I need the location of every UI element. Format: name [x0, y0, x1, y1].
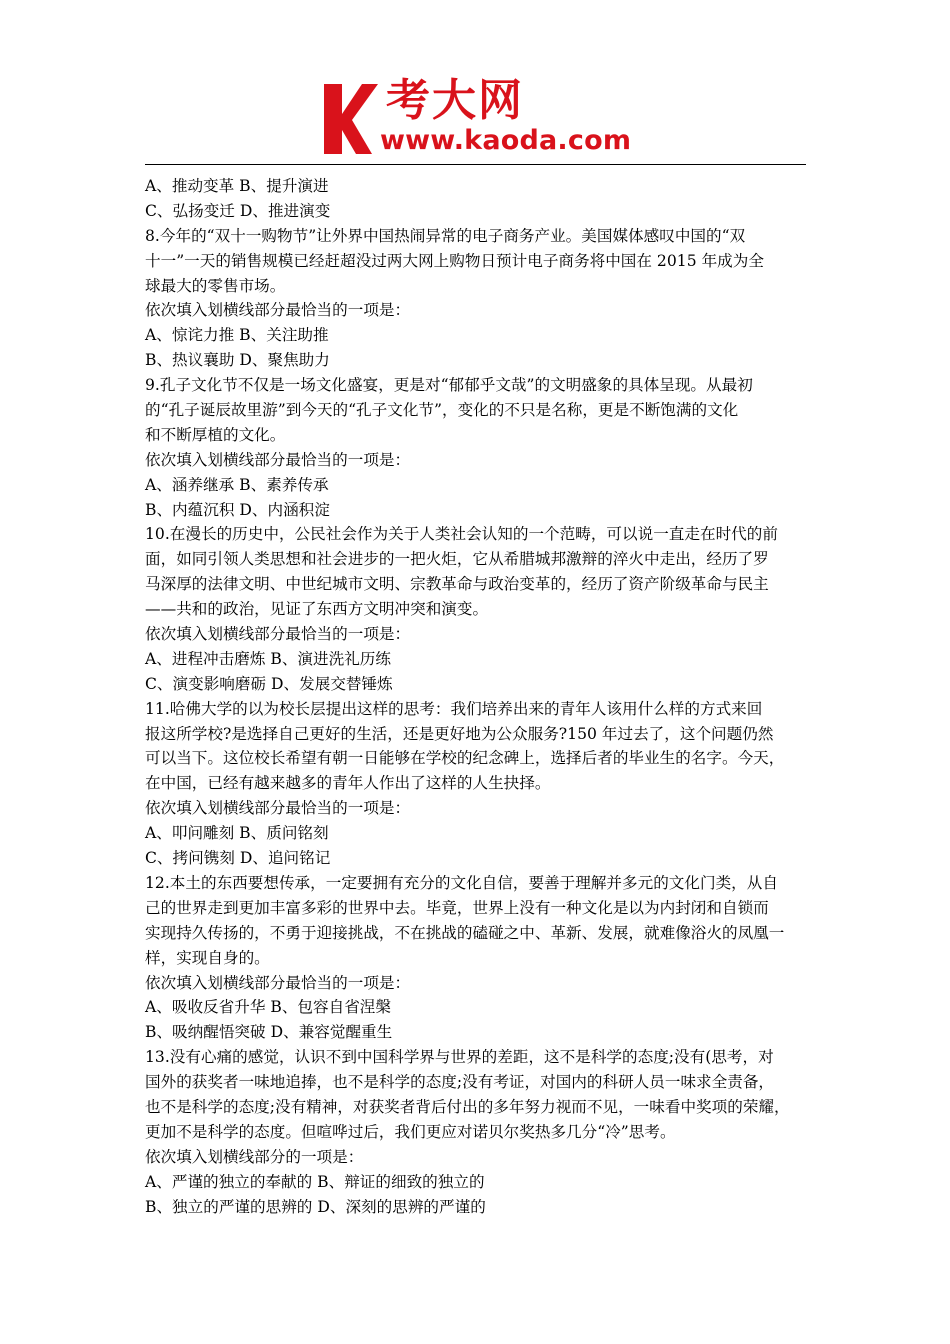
question-prompt: 依次填入划横线部分最恰当的一项是：	[145, 799, 411, 818]
question-8-text: 8.今年的“双十一购物节”让外界中国热闹异常的电子商务产业。美国媒体感叹中国的“双	[145, 226, 746, 245]
question-12-text: 样，实现自身的。	[145, 948, 270, 967]
question-11-text: 可以当下。这位校长希望有朝一日能够在学校的纪念碑上，选择后者的毕业生的名字。今天，	[145, 749, 785, 768]
question-13-text: 国外的获奖者一味地追捧，也不是科学的态度;没有考证，对国内的科研人员一味求全责备，	[145, 1073, 775, 1092]
question-10-text: 马深厚的法律文明、中世纪城市文明、宗教革命与政治变革的，经历了资产阶级革命与民主	[145, 575, 769, 594]
kaoda-logo[interactable]	[318, 75, 648, 160]
question-10-text: 10.在漫长的历史中，公民社会作为关于人类社会认知的一个范畴，可以说一直走在时代的前	[145, 525, 778, 544]
question-11-text: 11.哈佛大学的以为校长层提出这样的思考：我们培养出来的青年人该用什么样的方式来回	[145, 699, 763, 718]
question-10-text: ——共和的政治，见证了东西方文明冲突和演变。	[145, 600, 489, 619]
option-line: B、独立的严谨的思辨的 D、深刻的思辨的严谨的	[145, 1197, 486, 1216]
document-body	[145, 174, 810, 1219]
question-13-text: 13.没有心痛的感觉，认识不到中国科学界与世界的差距，这不是科学的态度;没有(思考，对	[145, 1048, 774, 1067]
question-8-text: 球最大的零售市场。	[145, 276, 286, 295]
question-9-text: 9.孔子文化节不仅是一场文化盛宴，更是对“郁郁乎文哉”的文明盛象的具体呈现。从最初	[145, 376, 753, 395]
logo-url-text: www.kaoda.com	[380, 125, 632, 156]
question-12-text: 12.本土的东西要想传承，一定要拥有充分的文化自信，要善于理解并多元的文化门类，从自	[145, 873, 778, 892]
question-11-text: 在中国，已经有越来越多的青年人作出了这样的人生抉择。	[145, 774, 551, 793]
question-10-text: 面，如同引领人类思想和社会进步的一把火炬，它从希腊城邦激辩的淬火中走出，经历了罗	[145, 550, 769, 569]
option-line: C、演变影响磨砺 D、发展交替锤炼	[145, 674, 393, 693]
question-prompt: 依次填入划横线部分最恰当的一项是：	[145, 973, 411, 992]
option-line: B、内蕴沉积 D、内涵积淀	[145, 500, 330, 519]
question-12-text: 实现持久传扬的，不勇于迎接挑战，不在挑战的磕碰之中、革新、发展，就难像浴火的凤凰一	[145, 923, 785, 942]
header-divider	[145, 164, 806, 165]
question-prompt: 依次填入划横线部分的一项是：	[145, 1147, 364, 1166]
option-line: B、热议襄助 D、聚焦助力	[145, 351, 330, 370]
option-line: A、惊诧力推 B、关注助推	[145, 326, 329, 345]
question-8-text: 十一”一天的销售规模已经赶超没过两大网上购物日预计电子商务将中国在 2015 年成为全	[145, 251, 764, 270]
option-line: A、严谨的独立的奉献的 B、辩证的细致的独立的	[145, 1172, 485, 1191]
page-header	[0, 0, 950, 168]
option-line: C、弘扬变迁 D、推进演变	[145, 201, 331, 220]
option-line: A、进程冲击磨炼 B、演进洗礼历练	[145, 649, 391, 668]
question-13-text: 更加不是科学的态度。但喧哗过后，我们更应对诺贝尔奖热多几分“冷”思考。	[145, 1122, 676, 1141]
question-prompt: 依次填入划横线部分最恰当的一项是：	[145, 625, 411, 644]
option-line: C、拷问镌刻 D、追问铭记	[145, 849, 331, 868]
question-9-text: 的“孔子诞辰故里游”到今天的“孔子文化节”，变化的不只是名称，更是不断饱满的文化	[145, 401, 739, 420]
question-13-text: 也不是科学的态度;没有精神，对获奖者背后付出的多年努力视而不见，一味看中奖项的荣耀，	[145, 1097, 790, 1116]
option-line: A、推动变革 B、提升演进	[145, 177, 329, 195]
option-line: A、叩问雕刻 B、质问铭刻	[145, 824, 329, 843]
logo-k-icon	[318, 78, 378, 160]
question-prompt: 依次填入划横线部分最恰当的一项是：	[145, 301, 411, 320]
question-11-text: 报这所学校?是选择自己更好的生活，还是更好地为公众服务?150 年过去了，这个问题仍然	[145, 724, 774, 743]
question-prompt: 依次填入划横线部分最恰当的一项是：	[145, 450, 411, 469]
question-9-text: 和不断厚植的文化。	[145, 425, 286, 444]
option-line: A、涵养继承 B、素养传承	[145, 475, 329, 494]
option-line: B、吸纳醒悟突破 D、兼容觉醒重生	[145, 1023, 393, 1042]
question-12-text: 己的世界走到更加丰富多彩的世界中去。毕竟，世界上没有一种文化是以为内封闭和自锁而	[145, 898, 769, 917]
logo-chinese-text: 考大网	[386, 75, 524, 126]
option-line: A、吸收反省升华 B、包容自省涅槃	[145, 998, 391, 1017]
